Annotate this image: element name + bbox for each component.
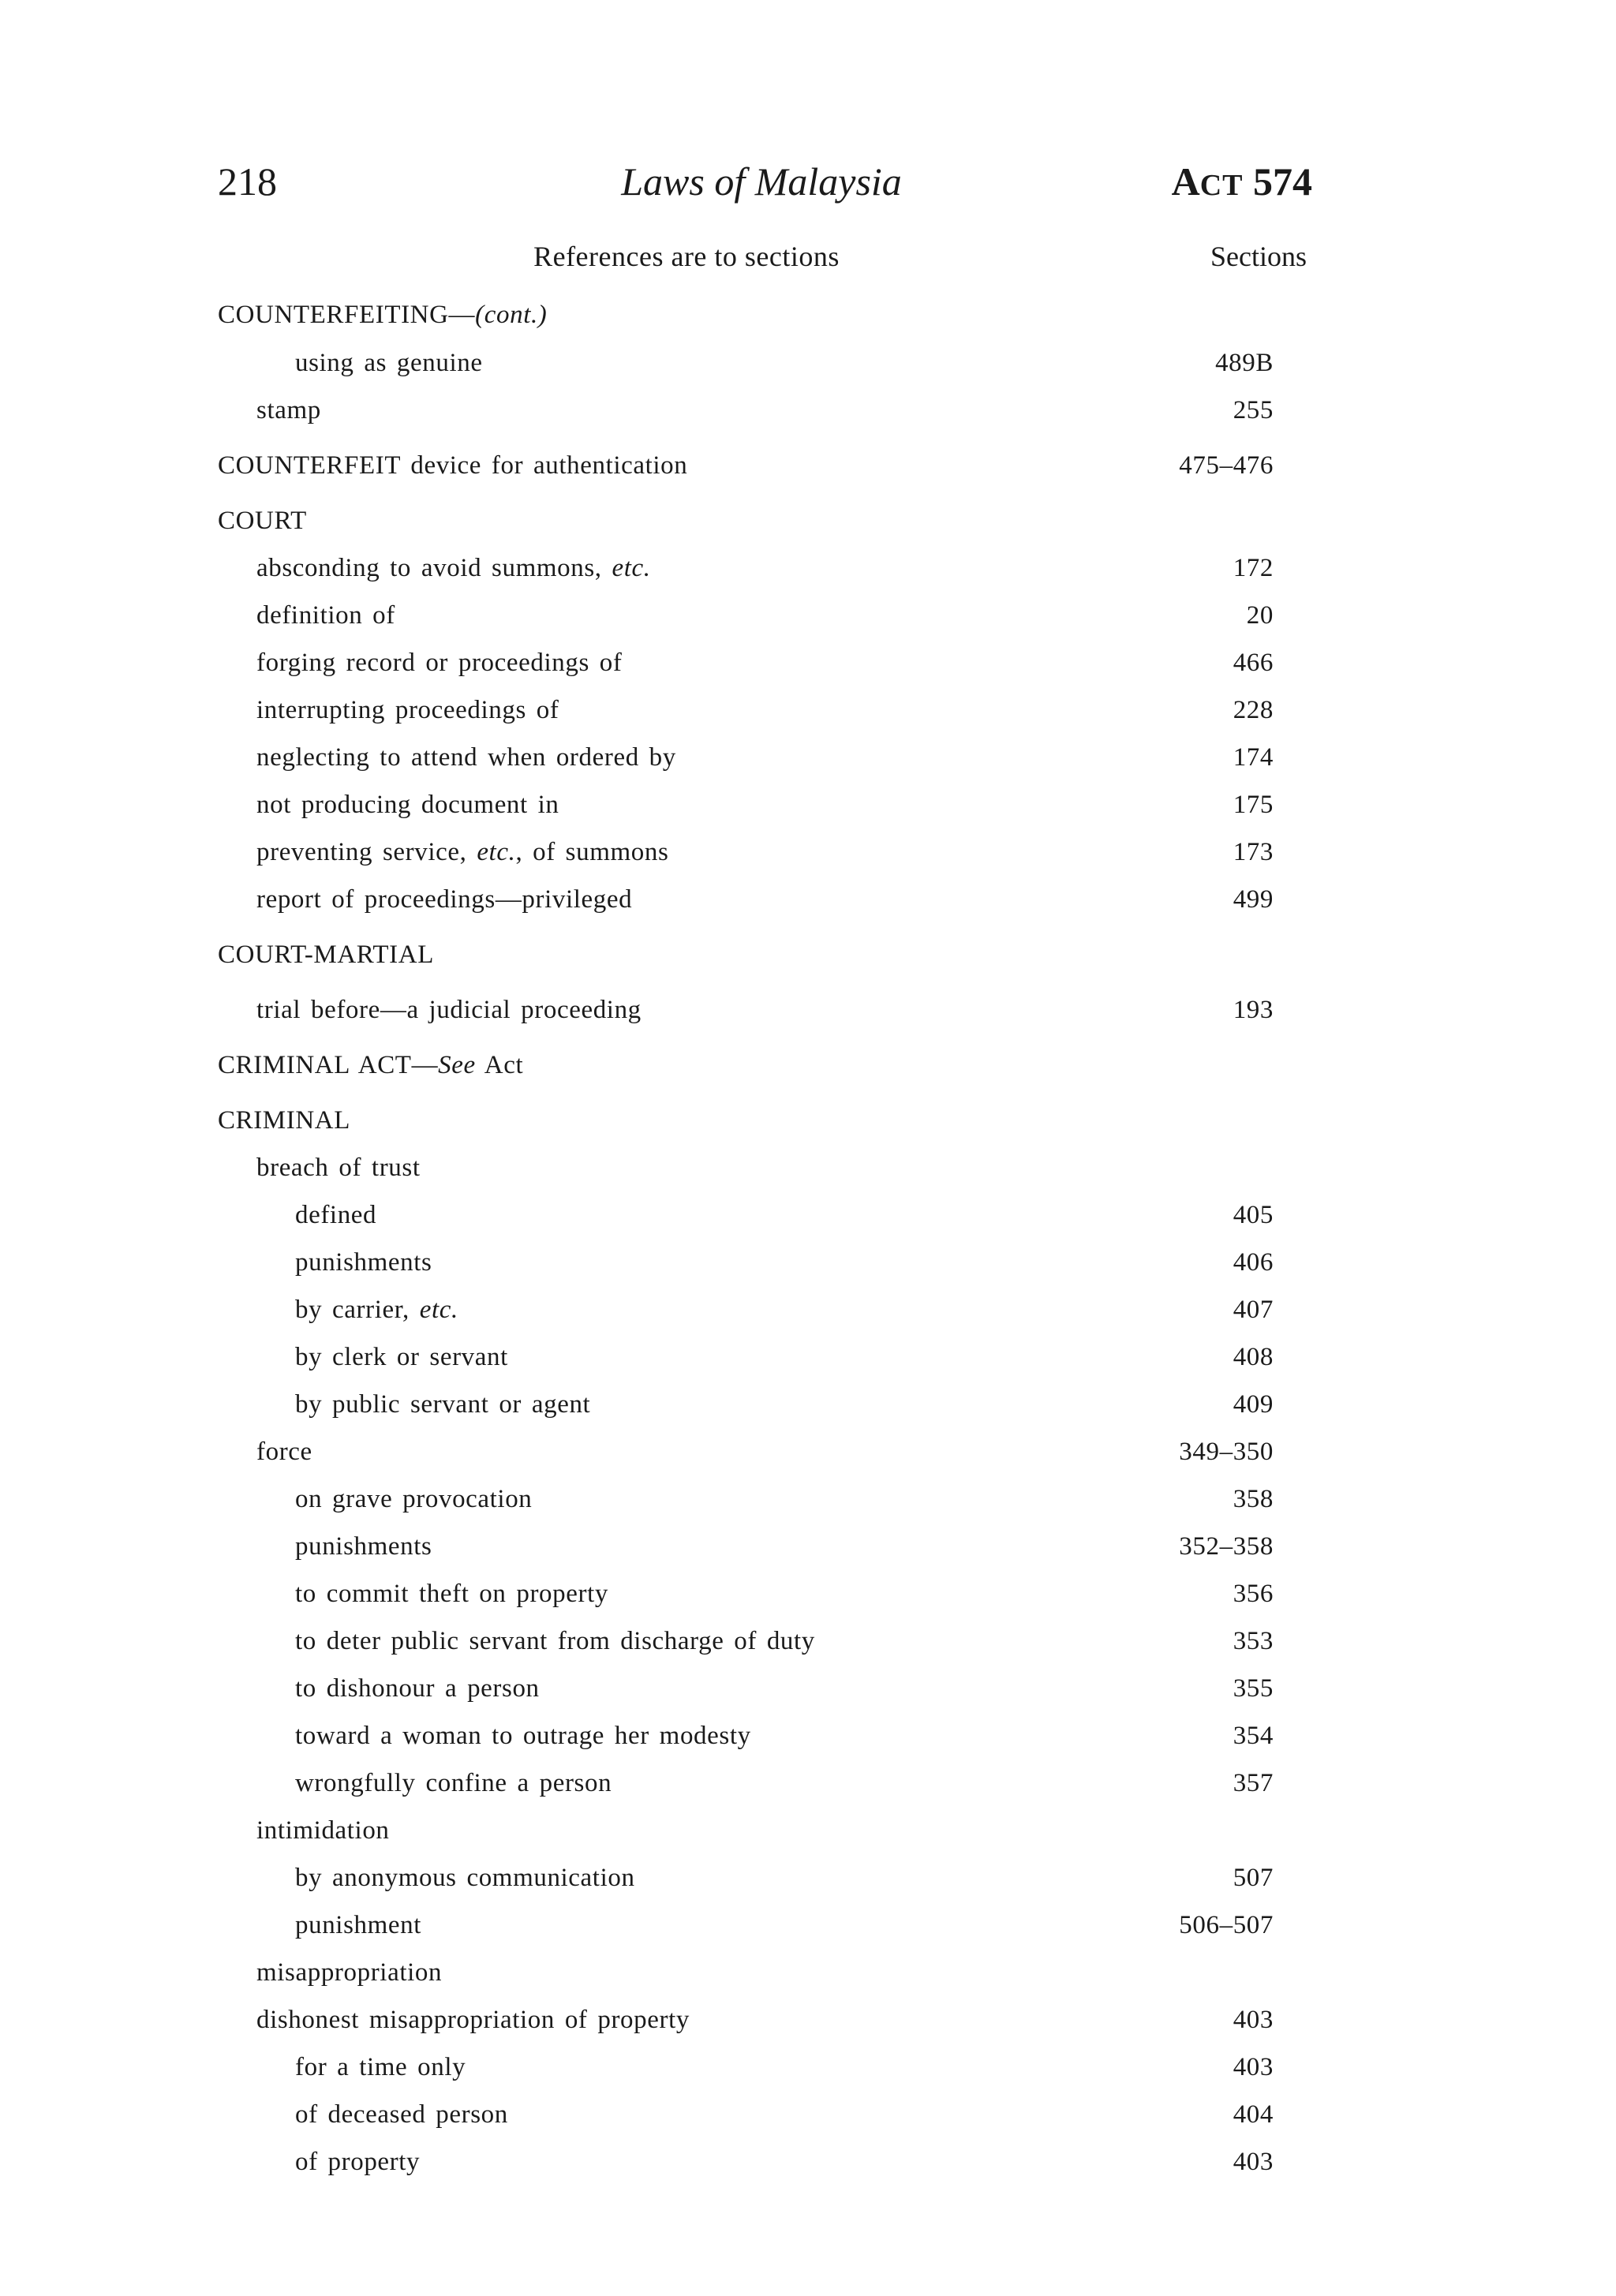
entry-term-text: by clerk or servant bbox=[295, 1343, 508, 1371]
entry-term bbox=[295, 1480, 532, 1518]
index-entry bbox=[0, 1480, 1616, 1518]
entry-term-text: punishments bbox=[295, 1248, 432, 1277]
section-reference: 507 bbox=[1233, 1864, 1274, 1892]
entry-term bbox=[256, 786, 559, 824]
index-entry bbox=[0, 936, 1616, 974]
section-reference: 174 bbox=[1233, 743, 1274, 772]
entry-term bbox=[218, 447, 687, 484]
act-number: 574 bbox=[1253, 159, 1312, 204]
section-reference: 406 bbox=[1233, 1248, 1274, 1277]
section-reference: 408 bbox=[1233, 1343, 1274, 1371]
section-reference: 475–476 bbox=[1179, 451, 1274, 480]
entry-term bbox=[218, 296, 547, 334]
section-reference: 355 bbox=[1233, 1674, 1274, 1703]
index-entry bbox=[0, 1575, 1616, 1613]
section-reference: 352–358 bbox=[1179, 1532, 1274, 1561]
entry-term-text: punishment bbox=[295, 1911, 421, 1939]
entry-term-text: by public servant or agent bbox=[295, 1390, 591, 1419]
index-entry bbox=[0, 1717, 1616, 1755]
section-reference: 228 bbox=[1233, 696, 1274, 724]
entry-term-text: preventing service, bbox=[256, 838, 477, 866]
section-reference: 489B bbox=[1215, 349, 1274, 377]
entry-term-text: on grave provocation bbox=[295, 1485, 533, 1513]
entry-term-text: neglecting to attend when ordered by bbox=[256, 743, 676, 772]
entry-term-text: , of summons bbox=[515, 838, 669, 866]
entry-term bbox=[256, 833, 668, 871]
entry-term bbox=[256, 2001, 690, 2039]
index-entry bbox=[0, 1046, 1616, 1084]
entry-term bbox=[295, 1670, 540, 1707]
entry-term-text: intimidation bbox=[256, 1816, 390, 1845]
sections-heading: Sections bbox=[1210, 241, 1307, 272]
section-reference: 499 bbox=[1233, 885, 1274, 914]
section-reference: 404 bbox=[1233, 2100, 1274, 2129]
entry-term-text: COURT bbox=[218, 507, 307, 535]
entry-term bbox=[218, 1101, 350, 1139]
index-entry bbox=[0, 1764, 1616, 1802]
index-entry bbox=[0, 1812, 1616, 1849]
entry-term-text: trial before—a judicial proceeding bbox=[256, 996, 642, 1024]
index-entry bbox=[0, 1954, 1616, 1991]
section-reference: 506–507 bbox=[1179, 1911, 1274, 1939]
entry-term bbox=[295, 2048, 466, 2086]
index-entry bbox=[0, 833, 1616, 871]
entry-term-text: CRIMINAL ACT— bbox=[218, 1051, 439, 1079]
section-reference: 358 bbox=[1233, 1485, 1274, 1513]
entry-term bbox=[256, 596, 395, 634]
section-reference: 173 bbox=[1233, 838, 1274, 866]
entry-term-text: by anonymous communication bbox=[295, 1864, 635, 1892]
entry-term bbox=[295, 1575, 608, 1613]
entry-term bbox=[256, 691, 559, 729]
entry-term bbox=[256, 1954, 442, 1991]
index-entry bbox=[0, 739, 1616, 776]
entry-term-text: by carrier, bbox=[295, 1296, 420, 1324]
entry-term bbox=[256, 391, 321, 429]
section-reference: 409 bbox=[1233, 1390, 1274, 1419]
index-entry bbox=[0, 296, 1616, 334]
index-entry bbox=[0, 549, 1616, 587]
index-entry bbox=[0, 2096, 1616, 2133]
section-reference: 20 bbox=[1246, 601, 1274, 630]
entry-term bbox=[256, 1149, 421, 1187]
entry-term-text: definition of bbox=[256, 601, 395, 630]
index-entry bbox=[0, 644, 1616, 682]
entry-term-text: force bbox=[256, 1438, 312, 1466]
index-entry bbox=[0, 881, 1616, 918]
entry-term bbox=[295, 2096, 508, 2133]
entry-term-text: toward a woman to outrage her modesty bbox=[295, 1722, 751, 1750]
entry-term-text: report of proceedings—privileged bbox=[256, 885, 633, 914]
index-entry bbox=[0, 1338, 1616, 1376]
entry-term-text: to deter public servant from discharge of duty bbox=[295, 1627, 815, 1655]
entry-term-text: CRIMINAL bbox=[218, 1106, 350, 1135]
index-entry bbox=[0, 596, 1616, 634]
index-entry bbox=[0, 1906, 1616, 1944]
entry-term bbox=[256, 991, 642, 1029]
page-number: 218 bbox=[218, 159, 277, 204]
entry-term bbox=[218, 1046, 523, 1084]
entry-term bbox=[295, 1385, 590, 1423]
index-entry bbox=[0, 1101, 1616, 1139]
section-reference: 354 bbox=[1233, 1722, 1274, 1750]
entry-term-text: absconding to avoid summons, bbox=[256, 554, 612, 582]
entry-term-text: defined bbox=[295, 1201, 377, 1229]
section-reference: 356 bbox=[1233, 1580, 1274, 1608]
section-reference: 405 bbox=[1233, 1201, 1274, 1229]
entry-term bbox=[218, 502, 307, 540]
entry-term bbox=[295, 1243, 432, 1281]
entry-term bbox=[295, 1528, 432, 1565]
section-reference: 255 bbox=[1233, 396, 1274, 424]
entry-term bbox=[295, 1717, 751, 1755]
index-entry bbox=[0, 2048, 1616, 2086]
index-entry bbox=[0, 991, 1616, 1029]
section-reference: 407 bbox=[1233, 1296, 1274, 1324]
entry-term-text: misappropriation bbox=[256, 1958, 443, 1987]
index-entry bbox=[0, 1859, 1616, 1897]
index-entry bbox=[0, 691, 1616, 729]
entry-term bbox=[256, 1812, 390, 1849]
entry-term-text: COUNTERFEITING— bbox=[218, 301, 476, 329]
act-label-smallcaps: CT bbox=[1199, 169, 1244, 202]
entry-term-text: to dishonour a person bbox=[295, 1674, 540, 1703]
index-entry bbox=[0, 1243, 1616, 1281]
entry-term-italic: etc. bbox=[477, 838, 516, 866]
entry-term-text: to commit theft on property bbox=[295, 1580, 608, 1608]
section-reference: 403 bbox=[1233, 2053, 1274, 2081]
entry-term bbox=[218, 936, 434, 974]
entry-term-text: breach of trust bbox=[256, 1154, 421, 1182]
entry-term bbox=[295, 1764, 612, 1802]
entry-term-text: for a time only bbox=[295, 2053, 466, 2081]
entry-term-text: forging record or proceedings of bbox=[256, 649, 623, 677]
entry-term-text: COUNTERFEIT device for authentication bbox=[218, 451, 688, 480]
index-entry bbox=[0, 2001, 1616, 2039]
entry-term-text: wrongfully confine a person bbox=[295, 1769, 612, 1797]
entry-term-italic: (cont.) bbox=[475, 301, 548, 329]
entry-term-text: stamp bbox=[256, 396, 321, 424]
entry-term bbox=[256, 1433, 312, 1471]
index-entry bbox=[0, 1622, 1616, 1660]
entry-term-italic: See bbox=[438, 1051, 476, 1079]
index-entry bbox=[0, 1149, 1616, 1187]
entry-term bbox=[295, 344, 483, 382]
entry-term-italic: etc. bbox=[419, 1296, 458, 1324]
entry-term-text: COURT-MARTIAL bbox=[218, 940, 434, 969]
index-entry bbox=[0, 786, 1616, 824]
entry-term bbox=[295, 2143, 420, 2181]
section-reference: 172 bbox=[1233, 554, 1274, 582]
index-entry bbox=[0, 391, 1616, 429]
entry-term bbox=[295, 1196, 376, 1234]
section-reference: 349–350 bbox=[1179, 1438, 1274, 1466]
entry-term-text: dishonest misappropriation of property bbox=[256, 2006, 690, 2034]
section-reference: 466 bbox=[1233, 649, 1274, 677]
entry-term-text: interrupting proceedings of bbox=[256, 696, 559, 724]
section-reference: 353 bbox=[1233, 1627, 1274, 1655]
entry-term bbox=[256, 881, 632, 918]
entry-term bbox=[295, 1859, 635, 1897]
act-label-initial: A bbox=[1171, 159, 1200, 204]
entry-term-text: not producing document in bbox=[256, 791, 559, 819]
index-entry bbox=[0, 502, 1616, 540]
references-heading: References are to sections bbox=[533, 241, 840, 272]
section-reference: 403 bbox=[1233, 2148, 1274, 2176]
entry-term bbox=[256, 549, 651, 587]
entry-term-text: of deceased person bbox=[295, 2100, 508, 2129]
index-entry bbox=[0, 344, 1616, 382]
index-entry bbox=[0, 2143, 1616, 2181]
index-entry bbox=[0, 1670, 1616, 1707]
entry-term-text: punishments bbox=[295, 1532, 432, 1561]
index-entry bbox=[0, 1291, 1616, 1329]
index-entry bbox=[0, 1385, 1616, 1423]
index-entry bbox=[0, 447, 1616, 484]
section-reference: 403 bbox=[1233, 2006, 1274, 2034]
entry-term-italic: etc. bbox=[612, 554, 651, 582]
entry-term bbox=[256, 644, 622, 682]
entry-term bbox=[295, 1906, 421, 1944]
entry-term bbox=[295, 1622, 815, 1660]
index-entry bbox=[0, 1433, 1616, 1471]
entry-term bbox=[256, 739, 676, 776]
entry-term bbox=[295, 1338, 508, 1376]
entry-term-text: Act bbox=[475, 1051, 524, 1079]
entry-term bbox=[295, 1291, 458, 1329]
section-reference: 193 bbox=[1233, 996, 1274, 1024]
index-entry bbox=[0, 1528, 1616, 1565]
section-reference: 175 bbox=[1233, 791, 1274, 819]
entry-term-text: using as genuine bbox=[295, 349, 483, 377]
section-reference: 357 bbox=[1233, 1769, 1274, 1797]
index-entry bbox=[0, 1196, 1616, 1234]
running-title: Laws of Malaysia bbox=[621, 159, 902, 204]
entry-term-text: of property bbox=[295, 2148, 421, 2176]
